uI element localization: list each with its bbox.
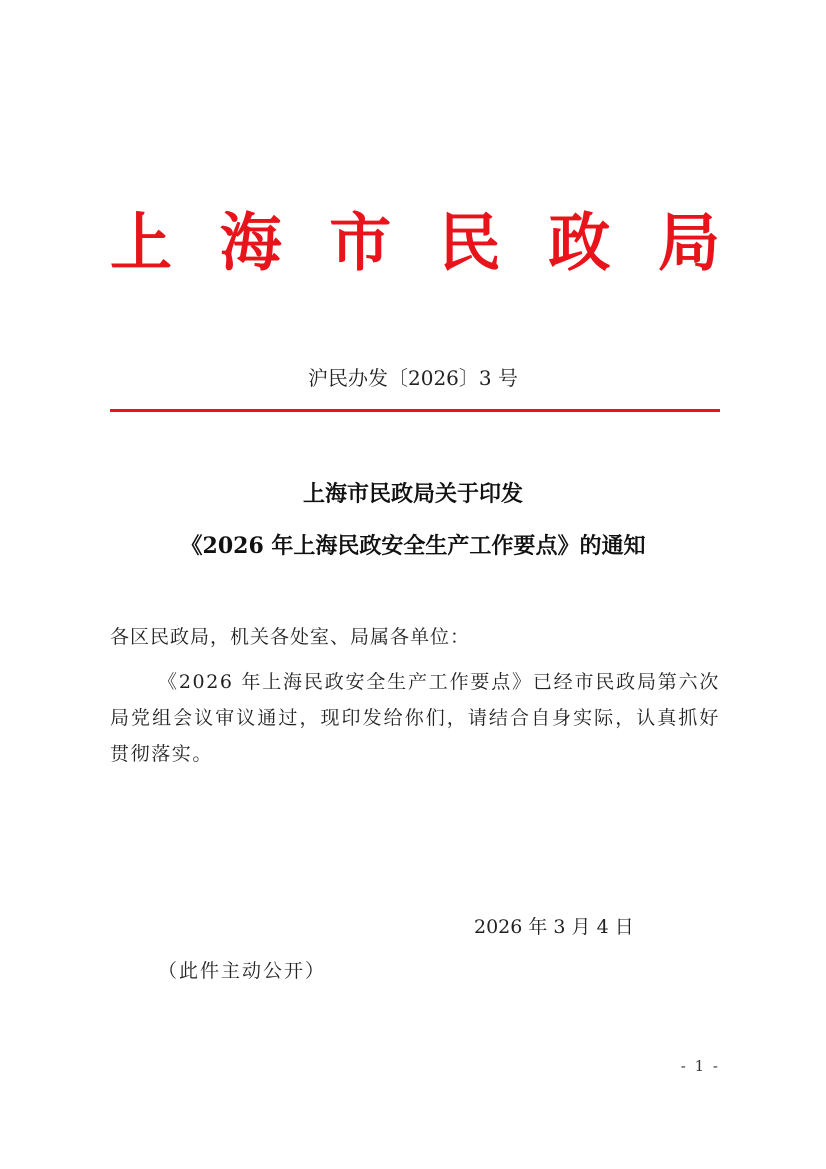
red-divider-line [110, 409, 720, 412]
masthead-char: 海 [219, 205, 282, 280]
issue-date: 2026 年 3 月 4 日 [474, 916, 634, 938]
page-number: - 1 - [680, 1057, 720, 1075]
masthead-char: 上 [110, 205, 173, 280]
masthead-char: 民 [438, 205, 501, 280]
document-number: 沪民办发〔2026〕3 号 [308, 366, 518, 390]
document-title-line-2: 《2026 年上海民政安全生产工作要点》的通知 [180, 533, 646, 559]
document-title-line-1: 上海市民政局关于印发 [302, 481, 523, 507]
salutation: 各区民政局，机关各处室、局属各单位： [110, 626, 471, 648]
masthead-char: 政 [548, 205, 611, 280]
masthead-char: 市 [329, 205, 392, 280]
masthead-char: 局 [657, 205, 720, 280]
body-paragraph: 《2026 年上海民政安全生产工作要点》已经市民政局第六次局党组会议审议通过，现印发给你们，请结合自身实际，认真抓好贯彻落实。 [110, 671, 720, 765]
masthead-title [110, 198, 720, 288]
public-disclosure-note: （此件主动公开） [158, 960, 327, 982]
